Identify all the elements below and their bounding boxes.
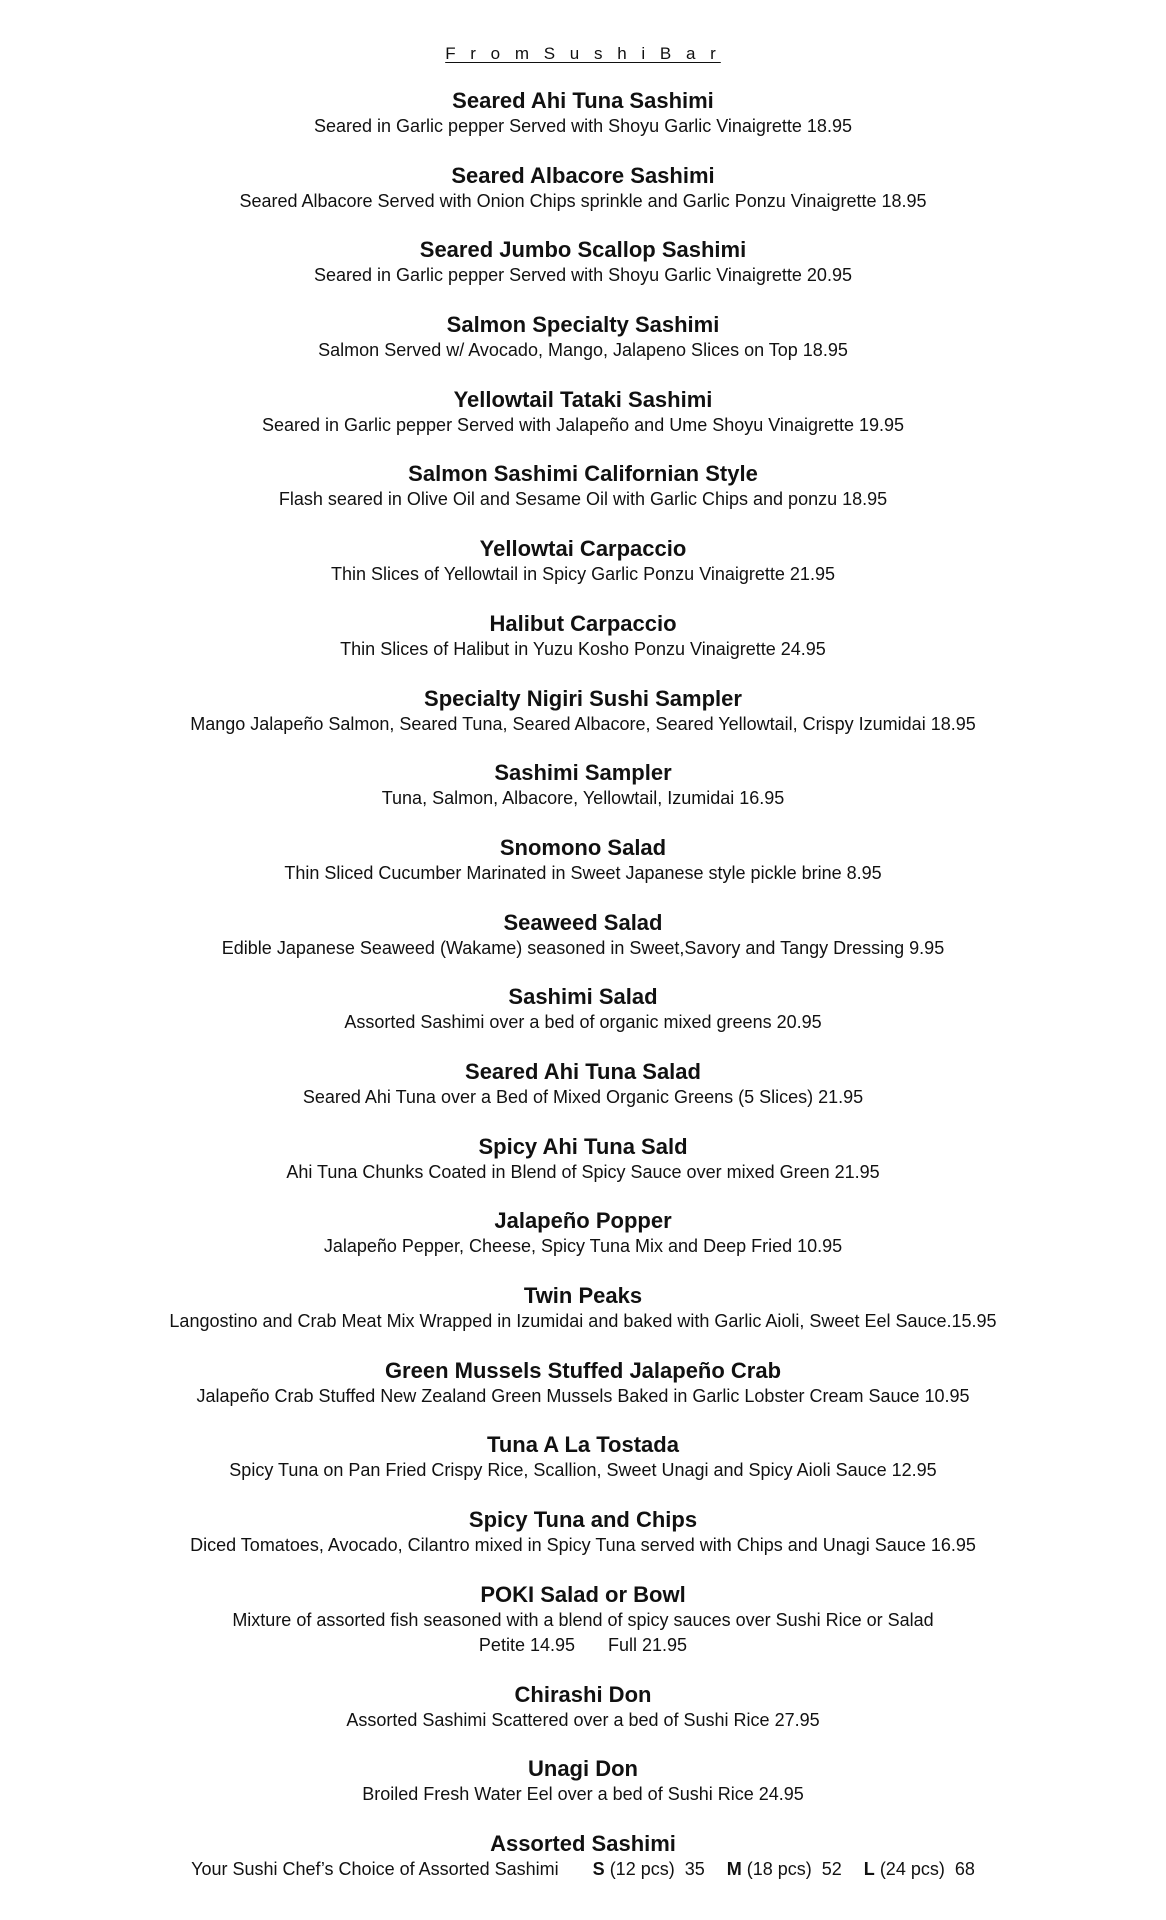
section-title: F r o m S u s h i B a r	[445, 44, 721, 63]
item-name: Seared Albacore Sashimi	[451, 162, 715, 188]
item-name: Halibut Carpaccio	[489, 610, 677, 636]
menu-item	[0, 237, 1166, 312]
item-description: Assorted Sashimi over a bed of organic mixed greens 20.95	[344, 1012, 822, 1033]
item-name: Jalapeño Popper	[494, 1208, 672, 1234]
item-name: Sashimi Sampler	[494, 760, 672, 786]
menu-item	[0, 461, 1166, 536]
item-description: Flash seared in Olive Oil and Sesame Oil with Garlic Chips and ponzu 18.95	[278, 489, 888, 510]
menu-item	[0, 536, 1166, 611]
item-description: Edible Japanese Seaweed (Wakame) seasoned in Sweet,Savory and Tangy Dressing 9.95	[221, 937, 945, 958]
item-description: Jalapeño Crab Stuffed New Zealand Green Mussels Baked in Garlic Lobster Cream Sauce 10.95	[196, 1385, 970, 1406]
item-description: Salmon Served w/ Avocado, Mango, Jalapeno Slices on Top 18.95	[318, 340, 848, 361]
item-name: Seared Ahi Tuna Salad	[465, 1058, 701, 1084]
item-name: Spicy Ahi Tuna Sald	[478, 1133, 688, 1159]
menu-item	[0, 88, 1166, 163]
menu-item	[0, 760, 1166, 835]
item-description: Seared in Garlic pepper Served with Shoyu Garlic Vinaigrette 18.95	[314, 116, 852, 136]
menu-item	[0, 387, 1166, 462]
item-name: Seared Jumbo Scallop Sashimi	[419, 237, 747, 263]
item-name: Assorted Sashimi	[490, 1831, 676, 1857]
size-detail-s: (12 pcs) 35	[609, 1859, 705, 1880]
menu-item	[0, 163, 1166, 238]
poki-size-prices	[0, 1633, 1166, 1658]
size-label-m: M	[726, 1859, 742, 1880]
size-detail-l: (24 pcs) 68	[879, 1859, 975, 1880]
menu-list-after	[0, 1682, 1166, 1831]
item-name: Specialty Nigiri Sushi Sampler	[424, 685, 742, 711]
poki-full-price: Full 21.95	[608, 1634, 688, 1655]
item-name: Tuna A La Tostada	[487, 1432, 679, 1458]
item-description: Seared Ahi Tuna over a Bed of Mixed Organic Greens (5 Slices) 21.95	[302, 1086, 864, 1107]
size-detail-m: (18 pcs) 52	[746, 1859, 842, 1880]
item-name: Chirashi Don	[514, 1681, 652, 1707]
menu-item	[0, 1283, 1166, 1358]
item-description: Spicy Tuna on Pan Fried Crispy Rice, Scallion, Sweet Unagi and Spicy Aioli Sauce 12.95	[229, 1460, 937, 1481]
size-label-l: L	[863, 1859, 875, 1880]
item-description: Jalapeño Pepper, Cheese, Spicy Tuna Mix and Deep Fried 10.95	[323, 1236, 843, 1257]
item-name: Green Mussels Stuffed Jalapeño Crab	[384, 1357, 782, 1383]
menu-item	[0, 910, 1166, 985]
item-name: Yellowtail Tataki Sashimi	[453, 386, 713, 412]
item-description: Mango Jalapeño Salmon, Seared Tuna, Seared Albacore, Seared Yellowtail, Crispy Izumidai 18.95	[190, 713, 976, 734]
item-description: Langostino and Crab Meat Mix Wrapped in Izumidai and baked with Garlic Aioli, Sweet Eel Sauce.15.95	[169, 1311, 997, 1331]
menu-item	[0, 611, 1166, 686]
menu-item	[0, 1358, 1166, 1433]
item-description: Thin Sliced Cucumber Marinated in Sweet Japanese style pickle brine 8.95	[284, 862, 882, 883]
item-name: POKI Salad or Bowl	[480, 1581, 686, 1607]
menu-item	[0, 312, 1166, 387]
item-name: Seaweed Salad	[503, 909, 663, 935]
item-description: Mixture of assorted fish seasoned with a blend of spicy sauces over Sushi Rice or Salad	[232, 1609, 934, 1630]
item-name: Salmon Specialty Sashimi	[446, 312, 720, 338]
menu-item-poki	[0, 1582, 1166, 1682]
size-label-s: S	[592, 1859, 605, 1880]
menu-item	[0, 1134, 1166, 1209]
poki-petite-price: Petite 14.95	[478, 1634, 575, 1655]
menu-list	[0, 88, 1166, 1582]
assorted-sashimi-sizes	[0, 1857, 1166, 1882]
menu-item	[0, 1059, 1166, 1134]
menu-item	[0, 1432, 1166, 1507]
menu-item	[0, 1208, 1166, 1283]
item-name: Yellowtai Carpaccio	[479, 536, 687, 562]
item-name: Snomono Salad	[499, 834, 667, 860]
menu-item	[0, 984, 1166, 1059]
item-name: Salmon Sashimi Californian Style	[408, 461, 758, 487]
item-name: Spicy Tuna and Chips	[468, 1507, 698, 1533]
menu-item-assorted-sashimi	[0, 1831, 1166, 1906]
item-description: Seared in Garlic pepper Served with Jalapeño and Ume Shoyu Vinaigrette 19.95	[261, 414, 905, 435]
item-description: Ahi Tuna Chunks Coated in Blend of Spicy Sauce over mixed Green 21.95	[286, 1161, 880, 1182]
item-description: Seared in Garlic pepper Served with Shoyu Garlic Vinaigrette 20.95	[314, 265, 852, 286]
menu-item	[0, 1507, 1166, 1582]
item-name: Sashimi Salad	[508, 984, 658, 1010]
item-description: Diced Tomatoes, Avocado, Cilantro mixed in Spicy Tuna served with Chips and Unagi Sauce 16.95	[190, 1535, 976, 1556]
item-description: Your Sushi Chef’s Choice of Assorted Sashimi	[191, 1859, 559, 1880]
item-description: Tuna, Salmon, Albacore, Yellowtail, Izumidai 16.95	[381, 788, 785, 809]
item-description: Seared Albacore Served with Onion Chips sprinkle and Garlic Ponzu Vinaigrette 18.95	[239, 190, 927, 211]
item-description: Assorted Sashimi Scattered over a bed of Sushi Rice 27.95	[346, 1709, 820, 1730]
menu-item	[0, 686, 1166, 761]
item-name: Seared Ahi Tuna Sashimi	[452, 88, 714, 113]
menu-item	[0, 1756, 1166, 1831]
item-description: Broiled Fresh Water Eel over a bed of Sushi Rice 24.95	[362, 1784, 804, 1805]
item-description: Thin Slices of Yellowtail in Spicy Garlic Ponzu Vinaigrette 21.95	[331, 564, 835, 585]
menu-item	[0, 835, 1166, 910]
item-description: Thin Slices of Halibut in Yuzu Kosho Ponzu Vinaigrette 24.95	[340, 638, 826, 659]
item-name: Unagi Don	[528, 1756, 638, 1782]
item-name: Twin Peaks	[523, 1283, 643, 1308]
menu-item	[0, 1682, 1166, 1757]
